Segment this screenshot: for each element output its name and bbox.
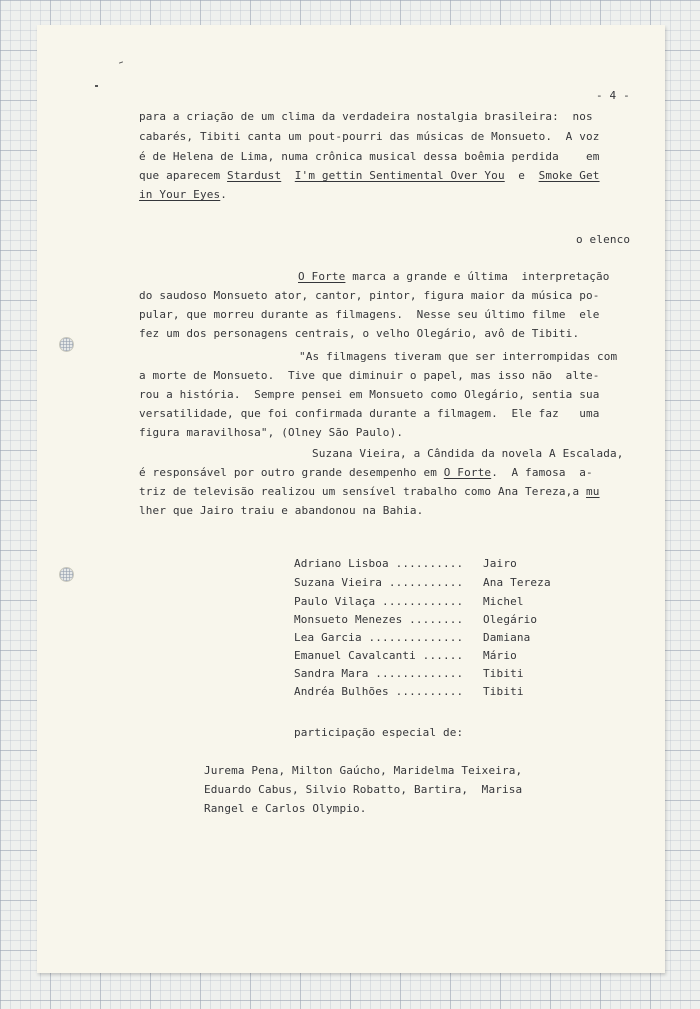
cast-actor: Adriano Lisboa .......... [294, 557, 464, 570]
para1-line-4: fez um dos personagens centrais, o velho Olegário, avô de Tibiti. [139, 327, 580, 340]
special-line-1: Jurema Pena, Milton Gaúcho, Maridelma Teixeira, [204, 764, 523, 777]
cast-role: Olegário [483, 613, 538, 626]
film-title: O Forte [443, 466, 492, 479]
para2-line-3-text: triz de televisão realizou um sensível trabalho como Ana Tereza,a [139, 485, 586, 498]
page-number: - 4 - [596, 89, 630, 102]
cast-actor: Paulo Vilaça ............ [294, 595, 464, 608]
cast-actor: Suzana Vieira ........... [294, 576, 464, 589]
intro-line-5-end: . [220, 188, 228, 201]
cast-actor: Monsueto Menezes ........ [294, 613, 464, 626]
special-line-3: Rangel e Carlos Olympio. [204, 802, 367, 815]
quote-line-4: versatilidade, que foi confirmada durante a filmagem. Ele faz uma [139, 407, 600, 420]
cast-role: Tibiti [483, 685, 524, 698]
quote-line-1: "As filmagens tiveram que ser interrompidas com [299, 350, 618, 363]
song-title-stardust: Stardust [227, 169, 282, 182]
para2-line-3 [139, 482, 600, 501]
ink-speck [119, 61, 123, 63]
song-title-smoke-a: Smoke Get [538, 169, 600, 182]
para2-line-2-text: é responsável por outro grande desempenho em [139, 466, 444, 479]
cast-role: Damiana [483, 631, 531, 644]
para1-line-1 [298, 267, 610, 286]
intro-line-3: é de Helena de Lima, numa crônica musical dessa boêmia perdida em [139, 150, 600, 163]
cast-role: Ana Tereza [483, 576, 551, 589]
quote-line-2: a morte de Monsueto. Tive que diminuir o papel, mas isso não alte- [139, 369, 600, 382]
section-heading-elenco: o elenco [576, 233, 631, 246]
cast-role: Jairo [483, 557, 517, 570]
para1-line-2: do saudoso Monsueto ator, cantor, pintor, figura maior da música po- [139, 289, 600, 302]
quote-line-5: figura maravilhosa", (Olney São Paulo). [139, 426, 404, 439]
song-title-sentimental: I'm gettin Sentimental Over You [294, 169, 505, 182]
cast-actor: Emanuel Cavalcanti ...... [294, 649, 464, 662]
para2-line-2-end: . A famosa a- [491, 466, 593, 479]
song-title-smoke-b: in Your Eyes [139, 188, 221, 201]
quote-line-3: rou a história. Sempre pensei em Monsueto como Olegário, sentia sua [139, 388, 600, 401]
special-heading: participação especial de: [294, 726, 464, 739]
para1-line-3: pular, que morreu durante as filmagens. Nesse seu último filme ele [139, 308, 600, 321]
cast-actor: Andréa Bulhões .......... [294, 685, 464, 698]
special-line-2: Eduardo Cabus, Silvio Robatto, Bartira, Marisa [204, 783, 523, 796]
para2-line-1: Suzana Vieira, a Cândida da novela A Escalada, [312, 447, 624, 460]
cast-actor: Lea Garcia .............. [294, 631, 464, 644]
cast-actor: Sandra Mara ............. [294, 667, 464, 680]
punch-hole-top [59, 337, 74, 352]
ink-speck [95, 85, 98, 87]
cast-role: Mário [483, 649, 517, 662]
conjunction-and: e [518, 169, 526, 182]
cast-role: Tibiti [483, 667, 524, 680]
cast-role: Michel [483, 595, 524, 608]
intro-line-2: cabarés, Tibiti canta um pout-pourri das músicas de Monsueto. A voz [139, 130, 600, 143]
para2-line-3-end: mu [586, 485, 600, 498]
film-title: O Forte [298, 270, 346, 283]
intro-line-4-text: que aparecem [139, 169, 228, 182]
intro-line-1: para a criação de um clima da verdadeira nostalgia brasileira: nos [139, 110, 593, 123]
para2-line-4: lher que Jairo traiu e abandonou na Bahia. [139, 504, 424, 517]
para2-line-2 [139, 463, 593, 482]
para1-line-1-text: marca a grande e última interpretação [345, 270, 610, 283]
intro-line-5 [139, 185, 227, 204]
punch-hole-bottom [59, 567, 74, 582]
intro-line-4 [139, 166, 600, 185]
